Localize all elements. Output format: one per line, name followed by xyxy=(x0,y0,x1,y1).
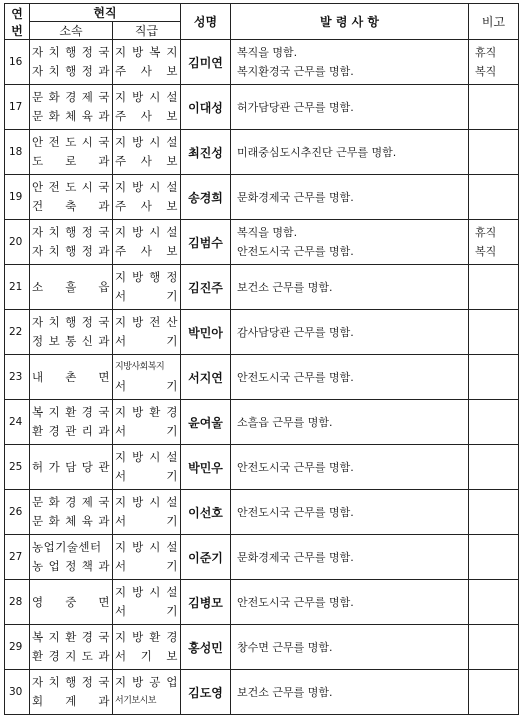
grade-cell xyxy=(113,265,181,310)
affiliation-cell xyxy=(30,310,113,355)
header-serial-line2: 번 xyxy=(11,23,23,38)
grade-cell xyxy=(113,670,181,715)
grade-line: 서 기 xyxy=(115,424,178,438)
affiliation-cell xyxy=(30,40,113,85)
header-order: 발 령 사 항 xyxy=(231,4,469,40)
grade-line: 지 방 시 설 xyxy=(115,180,178,194)
serial-number-cell: 28 xyxy=(5,580,30,625)
affiliation-line: 자 치 행 정 국 xyxy=(32,675,110,689)
affiliation-line: 자 치 행 정 과 xyxy=(32,64,110,78)
affiliation-cell xyxy=(30,400,113,445)
serial-number-cell: 26 xyxy=(5,490,30,535)
affiliation-line: 자 치 행 정 국 xyxy=(32,315,110,329)
grade-line: 지 방 시 설 xyxy=(115,585,178,599)
affiliation-line: 도 로 과 xyxy=(32,154,110,168)
employee-name-cell: 이준기 xyxy=(181,535,231,580)
grade-cell xyxy=(113,220,181,265)
table-row xyxy=(5,265,519,310)
table-row xyxy=(5,175,519,220)
grade-line: 지 방 시 설 xyxy=(115,495,178,509)
table-header xyxy=(5,4,519,40)
remark-cell xyxy=(469,40,519,85)
order-cell xyxy=(231,40,469,85)
affiliation-line: 자 치 행 정 과 xyxy=(32,244,110,258)
grade-line: 주 사 보 xyxy=(115,244,178,258)
header-name: 성명 xyxy=(181,4,231,40)
affiliation-cell xyxy=(30,580,113,625)
header-current-position: 현직 xyxy=(30,4,181,22)
employee-name-cell: 홍성민 xyxy=(181,625,231,670)
order-cell xyxy=(231,535,469,580)
affiliation-line: 정 보 통 신 과 xyxy=(32,334,110,348)
remark-cell xyxy=(469,310,519,355)
order-cell xyxy=(231,85,469,130)
remark-cell xyxy=(469,580,519,625)
order-line: 문화경제국 근무를 명함. xyxy=(237,190,354,204)
affiliation-line: 안 전 도 시 국 xyxy=(32,135,110,149)
remark-cell xyxy=(469,445,519,490)
header-remark: 비고 xyxy=(469,4,519,40)
affiliation-cell xyxy=(30,85,113,130)
affiliation-line: 복 지 환 경 국 xyxy=(32,630,110,644)
affiliation-line: 소 흘 읍 xyxy=(32,279,110,294)
employee-name-cell: 김범수 xyxy=(181,220,231,265)
grade-cell xyxy=(113,490,181,535)
table-row xyxy=(5,310,519,355)
grade-line: 지 방 시 설 xyxy=(115,450,178,464)
grade-line: 지 방 환 경 xyxy=(115,405,178,419)
remark-cell xyxy=(469,85,519,130)
grade-cell xyxy=(113,40,181,85)
table-row xyxy=(5,40,519,85)
affiliation-cell xyxy=(30,625,113,670)
serial-number-cell: 24 xyxy=(5,400,30,445)
table-row xyxy=(5,535,519,580)
grade-line: 지 방 공 업 xyxy=(115,675,178,689)
table-row xyxy=(5,445,519,490)
grade-line: 서 기 xyxy=(115,379,178,393)
remark-cell xyxy=(469,130,519,175)
personnel-order-table xyxy=(4,3,519,715)
table-row xyxy=(5,400,519,445)
grade-cell xyxy=(113,580,181,625)
serial-number-cell: 23 xyxy=(5,355,30,400)
serial-number-cell: 19 xyxy=(5,175,30,220)
order-line: 허가담당관 근무를 명함. xyxy=(237,100,354,114)
affiliation-line: 영 중 면 xyxy=(32,594,110,609)
grade-line: 서기보시보 xyxy=(115,696,156,706)
employee-name-cell: 윤여울 xyxy=(181,400,231,445)
order-cell xyxy=(231,220,469,265)
employee-name-cell: 박민우 xyxy=(181,445,231,490)
order-cell xyxy=(231,265,469,310)
grade-line: 서 기 xyxy=(115,604,178,618)
serial-number-cell: 22 xyxy=(5,310,30,355)
order-line: 안전도시국 근무를 명함. xyxy=(237,370,354,384)
affiliation-line: 환 경 지 도 과 xyxy=(32,649,110,663)
order-cell xyxy=(231,490,469,535)
employee-name-cell: 박민아 xyxy=(181,310,231,355)
grade-line: 지 방 시 설 xyxy=(115,540,178,554)
order-cell xyxy=(231,670,469,715)
order-cell xyxy=(231,400,469,445)
serial-number-cell: 20 xyxy=(5,220,30,265)
order-line: 감사담당관 근무를 명함. xyxy=(237,325,354,339)
order-line: 미래중심도시추진단 근무를 명함. xyxy=(237,145,397,159)
serial-number-cell: 27 xyxy=(5,535,30,580)
order-cell xyxy=(231,175,469,220)
remark-cell xyxy=(469,535,519,580)
grade-cell xyxy=(113,175,181,220)
affiliation-line: 농업기술센터 xyxy=(32,540,102,554)
remark-line: 휴직 xyxy=(475,226,497,239)
affiliation-line: 허 가 담 당 관 xyxy=(32,459,110,474)
table-row xyxy=(5,670,519,715)
grade-cell xyxy=(113,310,181,355)
order-cell xyxy=(231,130,469,175)
table-body xyxy=(5,40,519,715)
serial-number-cell: 29 xyxy=(5,625,30,670)
order-line: 문화경제국 근무를 명함. xyxy=(237,550,354,564)
grade-cell xyxy=(113,355,181,400)
affiliation-cell xyxy=(30,490,113,535)
affiliation-line: 내 촌 면 xyxy=(32,369,110,384)
table-row xyxy=(5,355,519,400)
affiliation-line: 자 치 행 정 국 xyxy=(32,45,110,59)
order-line: 소흘읍 근무를 명함. xyxy=(237,415,333,429)
grade-line: 서 기 xyxy=(115,289,178,303)
table-row xyxy=(5,625,519,670)
order-line: 복직을 명함. xyxy=(237,226,298,239)
affiliation-line: 환 경 관 리 과 xyxy=(32,424,110,438)
serial-number-cell: 21 xyxy=(5,265,30,310)
employee-name-cell: 김병모 xyxy=(181,580,231,625)
employee-name-cell: 이선호 xyxy=(181,490,231,535)
grade-line: 서 기 xyxy=(115,469,178,483)
grade-line: 서 기 보 xyxy=(115,649,178,663)
order-cell xyxy=(231,445,469,490)
affiliation-line: 농 업 정 책 과 xyxy=(32,559,110,573)
affiliation-line: 문 화 경 제 국 xyxy=(32,495,110,509)
remark-cell xyxy=(469,355,519,400)
remark-cell xyxy=(469,670,519,715)
grade-line: 주 사 보 xyxy=(115,154,178,168)
serial-number-cell: 18 xyxy=(5,130,30,175)
table-row xyxy=(5,490,519,535)
affiliation-cell xyxy=(30,265,113,310)
employee-name-cell: 김진주 xyxy=(181,265,231,310)
affiliation-line: 회 계 과 xyxy=(32,694,110,708)
affiliation-line: 자 치 행 정 국 xyxy=(32,225,110,239)
order-cell xyxy=(231,310,469,355)
order-line: 복지환경국 근무를 명함. xyxy=(237,65,354,78)
serial-number-cell: 16 xyxy=(5,40,30,85)
serial-number-cell: 25 xyxy=(5,445,30,490)
serial-number-cell: 17 xyxy=(5,85,30,130)
grade-line: 지 방 시 설 xyxy=(115,225,178,239)
grade-line: 서 기 xyxy=(115,514,178,528)
order-line: 안전도시국 근무를 명함. xyxy=(237,245,354,258)
order-line: 복직을 명함. xyxy=(237,46,298,59)
grade-cell xyxy=(113,535,181,580)
order-line: 안전도시국 근무를 명함. xyxy=(237,460,354,474)
grade-line: 지 방 환 경 xyxy=(115,630,178,644)
grade-cell xyxy=(113,625,181,670)
employee-name-cell: 이대성 xyxy=(181,85,231,130)
order-line: 보건소 근무를 명함. xyxy=(237,685,333,699)
order-line: 안전도시국 근무를 명함. xyxy=(237,505,354,519)
table-row xyxy=(5,220,519,265)
table-row xyxy=(5,580,519,625)
header-serial-line1: 연 xyxy=(11,6,23,21)
grade-line: 주 사 보 xyxy=(115,109,178,123)
remark-cell xyxy=(469,175,519,220)
grade-line: 주 사 보 xyxy=(115,199,178,213)
header-serial-number xyxy=(5,4,30,40)
grade-line: 지 방 복 지 xyxy=(115,45,178,59)
employee-name-cell: 김미연 xyxy=(181,40,231,85)
affiliation-cell xyxy=(30,535,113,580)
grade-line: 서 기 xyxy=(115,559,178,573)
serial-number-cell: 30 xyxy=(5,670,30,715)
grade-line: 지 방 시 설 xyxy=(115,90,178,104)
employee-name-cell: 서지연 xyxy=(181,355,231,400)
affiliation-line: 문 화 체 육 과 xyxy=(32,109,110,123)
grade-cell xyxy=(113,85,181,130)
affiliation-line: 복 지 환 경 국 xyxy=(32,405,110,419)
remark-cell xyxy=(469,625,519,670)
employee-name-cell: 송경희 xyxy=(181,175,231,220)
header-affiliation: 소속 xyxy=(30,22,113,40)
remark-cell xyxy=(469,400,519,445)
grade-cell xyxy=(113,445,181,490)
grade-cell xyxy=(113,130,181,175)
header-grade: 직급 xyxy=(113,22,181,40)
grade-line: 서 기 xyxy=(115,334,178,348)
remark-cell xyxy=(469,265,519,310)
affiliation-cell xyxy=(30,175,113,220)
affiliation-cell xyxy=(30,445,113,490)
grade-line: 지 방 시 설 xyxy=(115,135,178,149)
affiliation-cell xyxy=(30,220,113,265)
order-cell xyxy=(231,625,469,670)
affiliation-cell xyxy=(30,355,113,400)
affiliation-cell xyxy=(30,130,113,175)
grade-line: 지방사회복지 xyxy=(115,362,165,372)
order-cell xyxy=(231,355,469,400)
table-row xyxy=(5,85,519,130)
personnel-order-document xyxy=(4,3,518,715)
grade-cell xyxy=(113,400,181,445)
affiliation-line: 문 화 체 육 과 xyxy=(32,514,110,528)
remark-line: 복직 xyxy=(475,245,497,258)
remark-line: 휴직 xyxy=(475,46,497,59)
remark-cell xyxy=(469,490,519,535)
grade-line: 지 방 전 산 xyxy=(115,315,178,329)
grade-line: 지 방 행 정 xyxy=(115,270,178,284)
table-row xyxy=(5,130,519,175)
grade-line: 주 사 보 xyxy=(115,64,178,78)
affiliation-line: 건 축 과 xyxy=(32,199,110,213)
order-line: 보건소 근무를 명함. xyxy=(237,280,333,294)
order-cell xyxy=(231,580,469,625)
remark-line: 복직 xyxy=(475,65,497,78)
remark-cell xyxy=(469,220,519,265)
employee-name-cell: 최진성 xyxy=(181,130,231,175)
order-line: 창수면 근무를 명함. xyxy=(237,640,333,654)
employee-name-cell: 김도영 xyxy=(181,670,231,715)
order-line: 안전도시국 근무를 명함. xyxy=(237,595,354,609)
affiliation-line: 안 전 도 시 국 xyxy=(32,180,110,194)
affiliation-line: 문 화 경 제 국 xyxy=(32,90,110,104)
affiliation-cell xyxy=(30,670,113,715)
